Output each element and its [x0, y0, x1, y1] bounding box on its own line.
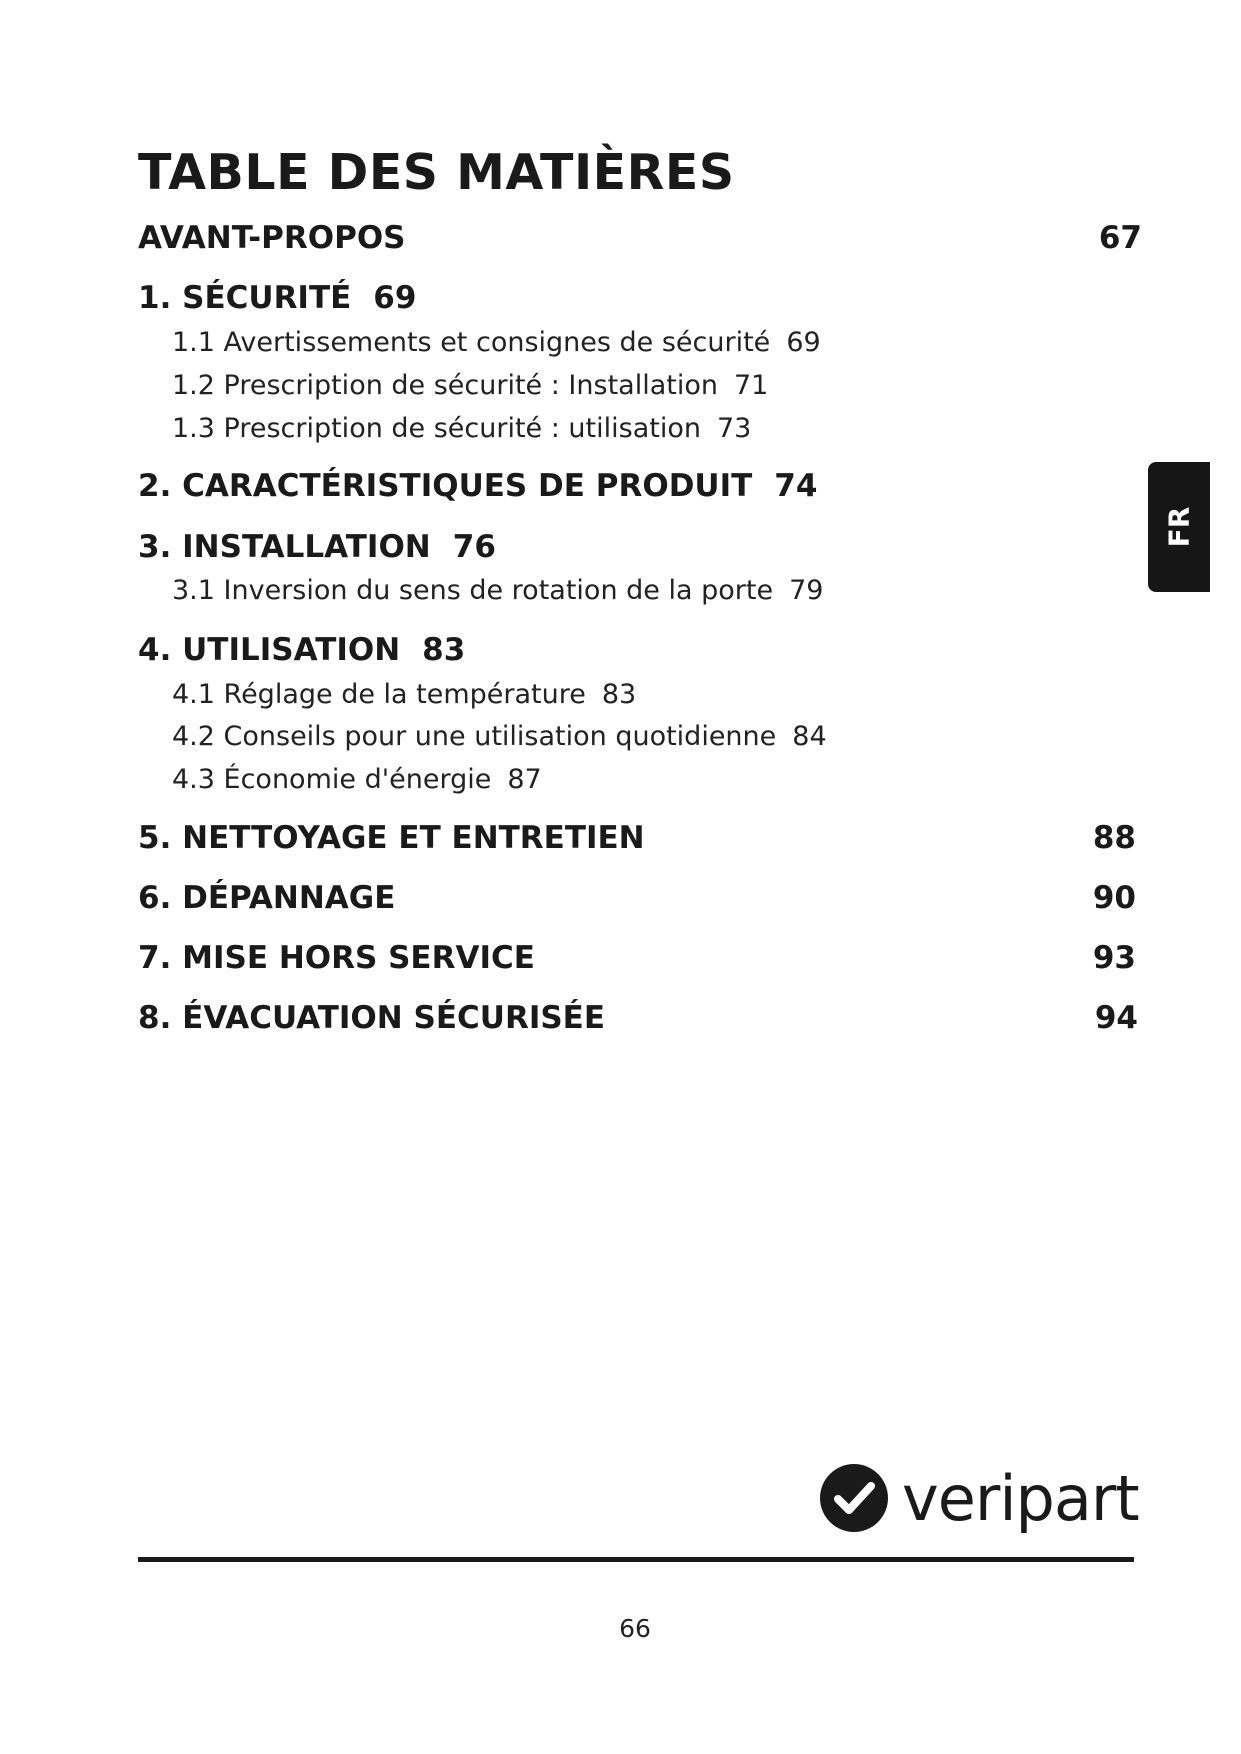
toc-entry-depannage[interactable] [138, 880, 1136, 920]
toc-label: 4.1 Réglage de la température [172, 679, 586, 710]
toc-entry-mise-hors-service[interactable] [138, 940, 1136, 980]
toc-page: 76 [452, 529, 496, 565]
toc-label: 1.1 Avertissements et consignes de sécurité [172, 327, 771, 358]
toc-label: 3.1 Inversion du sens de rotation de la porte [172, 575, 774, 606]
toc-entry-installation[interactable] [138, 529, 496, 565]
toc-label: 4.2 Conseils pour une utilisation quotidienne [172, 721, 777, 752]
toc-entry-utilisation[interactable] [138, 632, 465, 668]
toc-page: 94 [1094, 1000, 1138, 1036]
toc-label: 1.2 Prescription de sécurité : Installation [172, 370, 718, 401]
toc-page: 83 [601, 679, 637, 710]
toc-page: 71 [733, 370, 769, 401]
toc-page: 69 [786, 327, 821, 358]
toc-page: 67 [1098, 220, 1142, 256]
toc-label: 3. INSTALLATION [138, 529, 431, 565]
toc-subentry[interactable] [172, 764, 542, 795]
toc-page: 90 [1092, 880, 1136, 916]
toc-entry-foreword[interactable] [138, 220, 1142, 260]
page-title: TABLE DES MATIÈRES [138, 144, 735, 201]
toc-label: AVANT-PROPOS [138, 220, 406, 256]
toc-page: 88 [1092, 820, 1136, 856]
toc-entry-securite[interactable] [138, 280, 416, 316]
toc-page: 84 [792, 721, 827, 752]
toc-subentry[interactable] [172, 721, 827, 752]
toc-subentry[interactable] [172, 413, 751, 444]
toc-page: 79 [789, 575, 824, 606]
footer-divider [138, 1557, 1134, 1562]
toc-entry-evacuation[interactable] [138, 1000, 1138, 1040]
toc-subentry[interactable] [172, 575, 823, 606]
toc-label: 4. UTILISATION [138, 632, 401, 668]
toc-label: 4.3 Économie d'énergie [172, 764, 492, 795]
toc-label: 8. ÉVACUATION SÉCURISÉE [138, 1000, 606, 1036]
toc-label: 6. DÉPANNAGE [138, 880, 396, 916]
toc-label: 7. MISE HORS SERVICE [138, 940, 535, 976]
toc-page: 69 [373, 280, 417, 316]
toc-subentry[interactable] [172, 370, 768, 401]
language-tab[interactable] [1148, 462, 1210, 592]
page-number: 66 [619, 1614, 651, 1643]
toc-subentry[interactable] [172, 679, 636, 710]
toc-label: 2. CARACTÉRISTIQUES DE PRODUIT [138, 468, 753, 504]
toc-entry-nettoyage[interactable] [138, 820, 1136, 860]
toc-page: 87 [507, 764, 542, 795]
language-tab-label: FR [1162, 506, 1196, 548]
toc-page: 74 [774, 468, 818, 504]
toc-page: 73 [716, 413, 752, 444]
toc-subentry[interactable] [172, 327, 821, 358]
brand-logo [818, 1460, 1139, 1536]
toc-entry-caracteristiques[interactable] [138, 468, 817, 504]
toc-label: 5. NETTOYAGE ET ENTRETIEN [138, 820, 645, 856]
check-circle-icon [818, 1462, 890, 1534]
logo-text: veripart [902, 1462, 1139, 1535]
toc-label: 1.3 Prescription de sécurité : utilisation [172, 413, 701, 444]
toc-page: 93 [1092, 940, 1136, 976]
toc-label: 1. SÉCURITÉ [138, 280, 352, 316]
toc-page: 83 [422, 632, 466, 668]
